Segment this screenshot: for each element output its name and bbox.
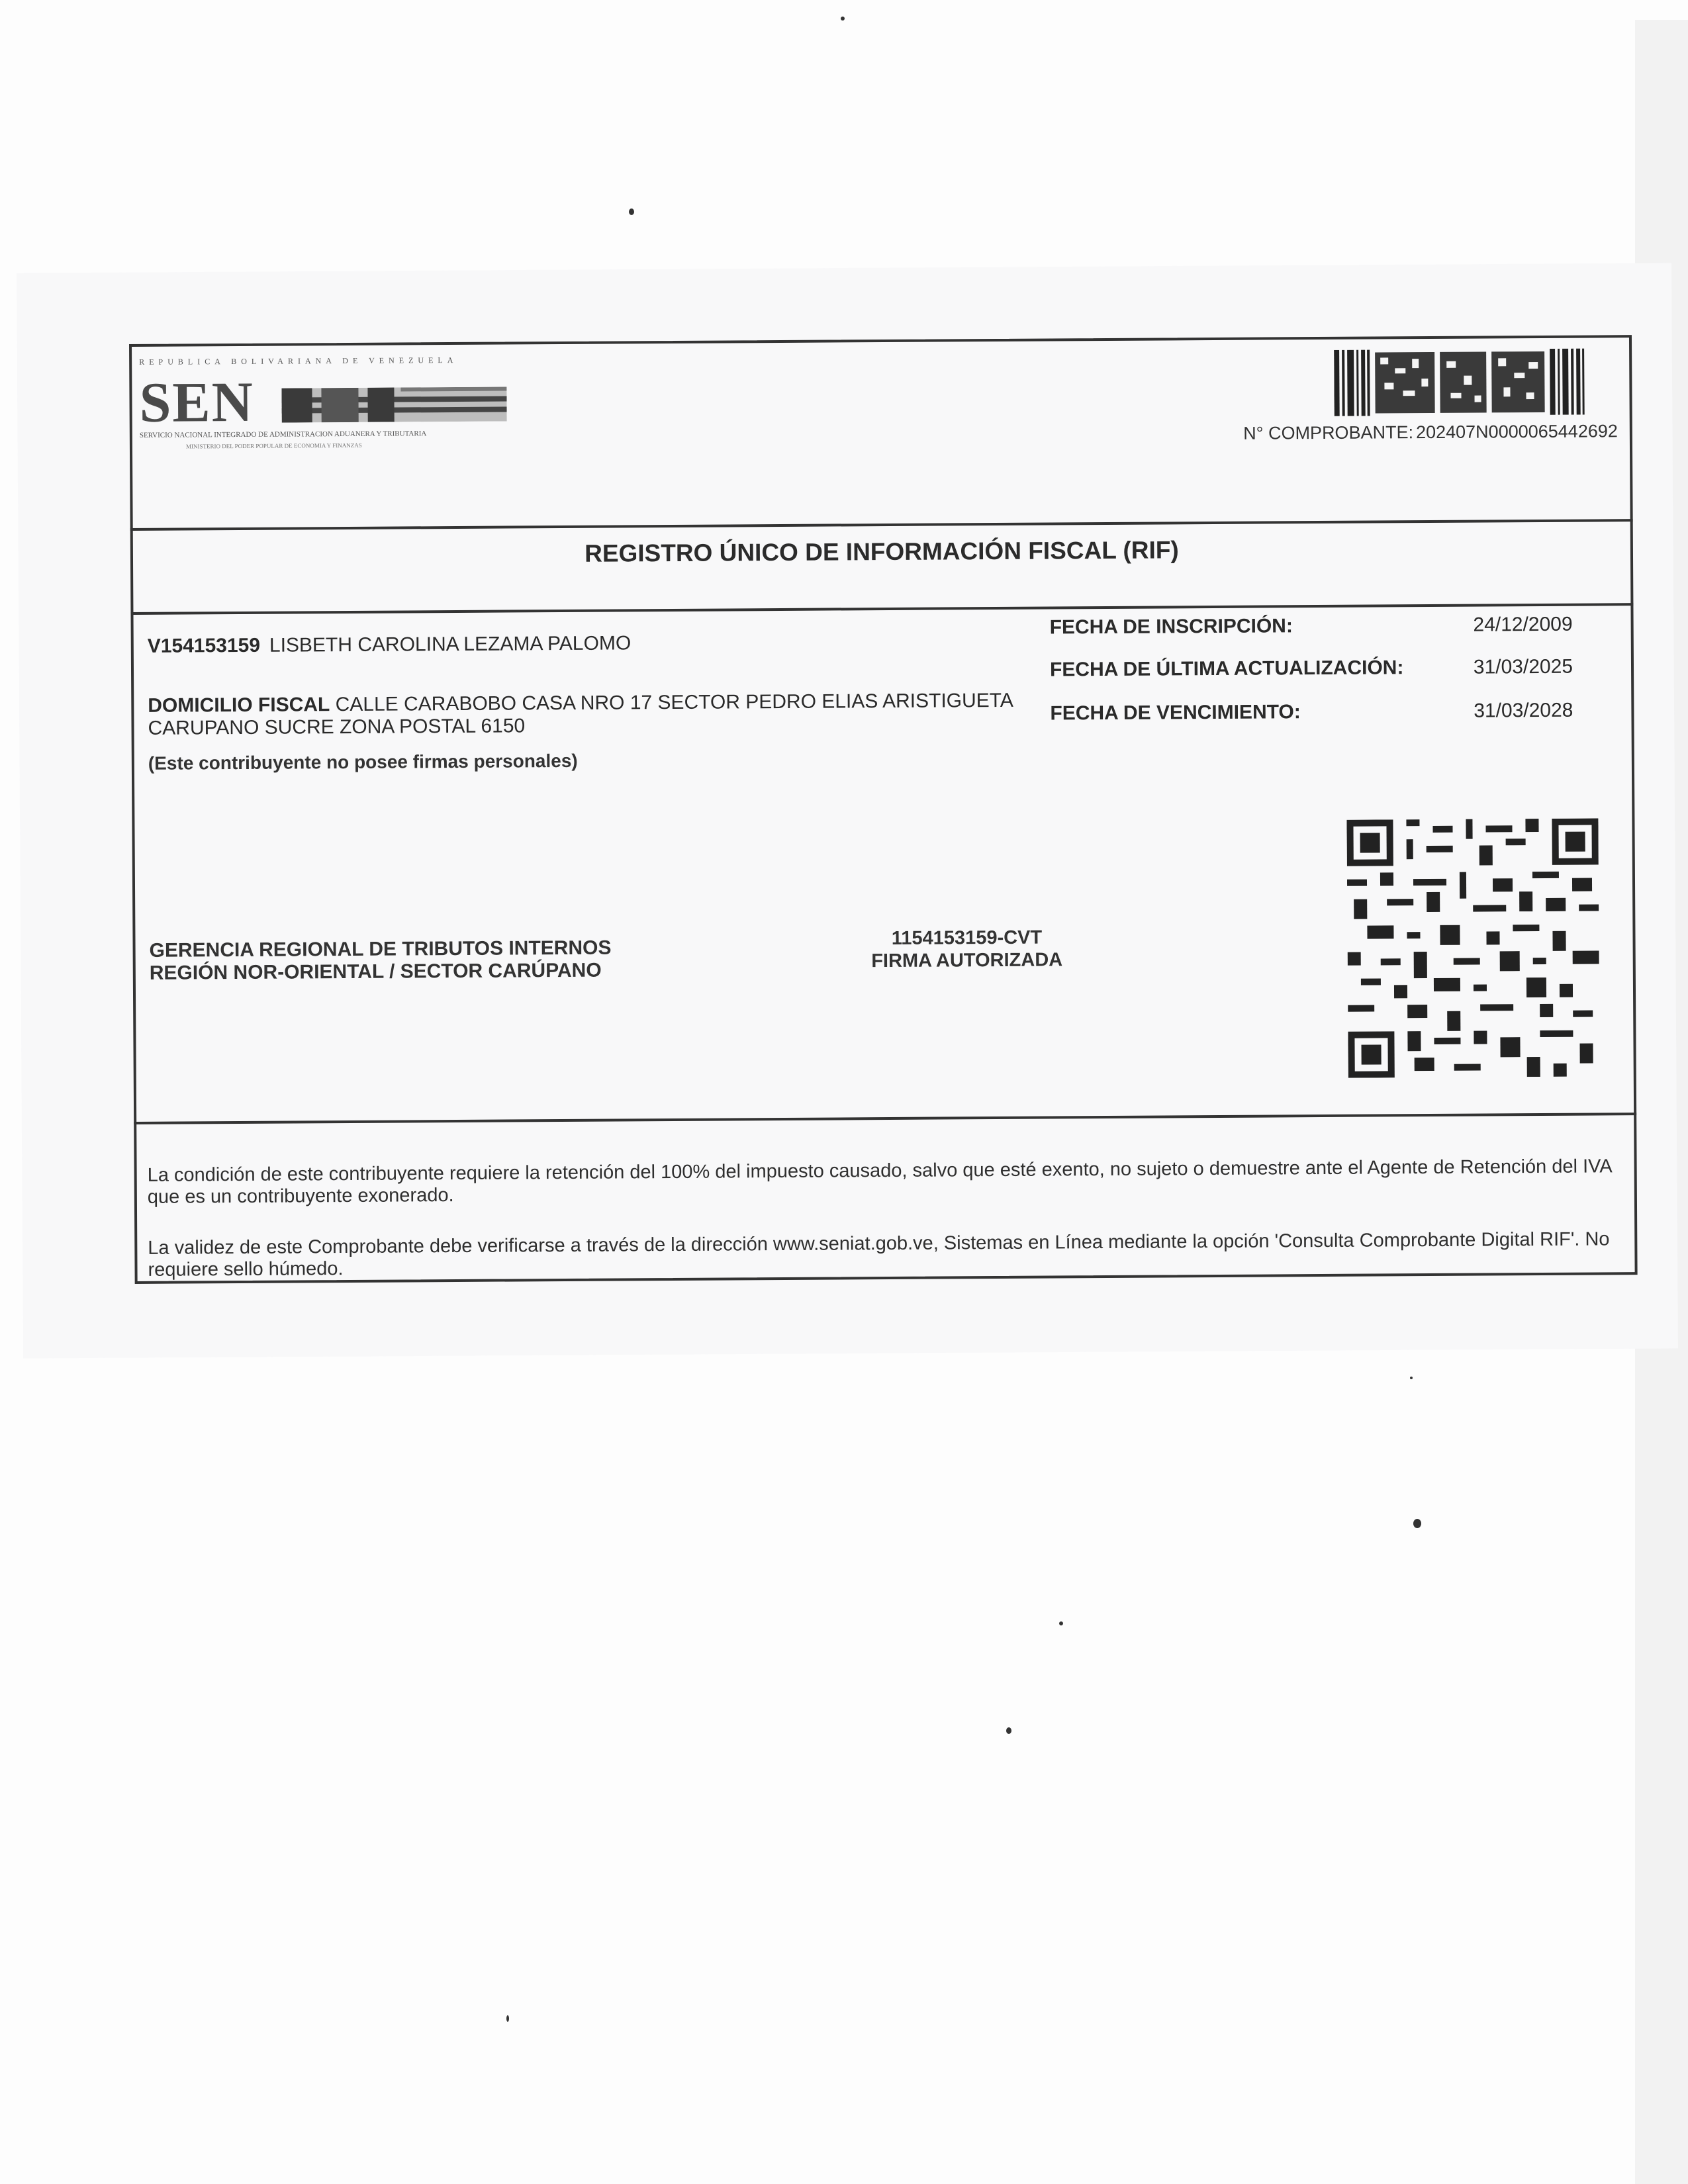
document-title: REGISTRO ÚNICO DE INFORMACIÓN FISCAL (RIF) [585, 536, 1179, 567]
scan-speck [506, 2015, 509, 2022]
expiration-date-label: FECHA DE VENCIMIENTO: [1050, 701, 1301, 725]
taxpayer-name: LISBETH CAROLINA LEZAMA PALOMO [269, 632, 632, 657]
validity-note: La validez de este Comprobante debe verificarse a través de la dirección www.seniat.gob.ve, Sistemas en Línea mediante la opción 'Consulta Comprobante Digital RIF'. No requiere sello húmedo. [148, 1228, 1610, 1281]
expiration-date-value: 31/03/2028 [1474, 699, 1573, 722]
scan-speck [841, 17, 845, 21]
registration-date-label: FECHA DE INSCRIPCIÓN: [1049, 615, 1293, 639]
retention-note: La condición de este contribuyente requiere la retención del 100% del impuesto causado, salvo que esté exento, no sujeto o demuestre ante el Agente de Retención del IVA que es un contribuyente exonerado. [147, 1156, 1612, 1208]
scan-speck [1059, 1621, 1063, 1625]
logo-republic-text: REPUBLICA BOLIVARIANA DE VENEZUELA [139, 355, 458, 367]
scan-speck [1006, 1727, 1011, 1734]
fiscal-domicile-value: CALLE CARABOBO CASA NRO 17 SECTOR PEDRO ELIAS ARISTIGUETA CARUPANO SUCRE ZONA POSTAL 6150 [148, 689, 1013, 739]
certificate-frame [129, 335, 1638, 1284]
taxpayer-line [148, 632, 632, 657]
registration-date-row [1050, 614, 1573, 643]
logo-iat-block-icon [281, 387, 506, 423]
scan-speck [1410, 1377, 1413, 1379]
registration-date-value: 24/12/2009 [1473, 613, 1573, 636]
comprobante-number [1243, 421, 1620, 443]
tax-office-line2: REGIÓN NOR-ORIENTAL / SECTOR CARÚPANO [149, 959, 602, 984]
signature-note: (Este contribuyente no posee firmas personales) [148, 750, 578, 774]
barcode-icon [1334, 349, 1586, 416]
comprobante-value: 202407N0000065442692 [1415, 421, 1618, 443]
scan-speck [1413, 1519, 1421, 1528]
expiration-date-row [1050, 700, 1573, 729]
seniat-logo [139, 355, 510, 463]
authorized-signature [847, 926, 1086, 972]
tax-office-line1: GERENCIA REGIONAL DE TRIBUTOS INTERNOS [149, 936, 612, 962]
comprobante-label: N° COMPROBANTE: [1243, 422, 1414, 443]
qr-code-icon [1346, 818, 1599, 1077]
scan-speck [629, 208, 634, 215]
fiscal-domicile-label: DOMICILIO FISCAL [148, 694, 330, 717]
tax-office [149, 937, 611, 985]
last-update-date-value: 31/03/2025 [1473, 655, 1573, 678]
signature-code: 1154153159-CVT [891, 927, 1043, 949]
fiscal-domicile [148, 690, 1048, 740]
last-update-date-label: FECHA DE ÚLTIMA ACTUALIZACIÓN: [1049, 657, 1404, 681]
signature-label: FIRMA AUTORIZADA [871, 949, 1063, 972]
logo-wordmark: SEN [139, 369, 255, 434]
rif-certificate [129, 335, 1638, 1284]
logo-subtitle: SERVICIO NACIONAL INTEGRADO DE ADMINISTRACION ADUANERA Y TRIBUTARIA [139, 430, 427, 439]
logo-ministry: MINISTERIO DEL PODER POPULAR DE ECONOMIA Y FINANZAS [185, 441, 362, 450]
rif-number: V154153159 [147, 634, 261, 657]
last-update-date-row [1050, 656, 1573, 686]
